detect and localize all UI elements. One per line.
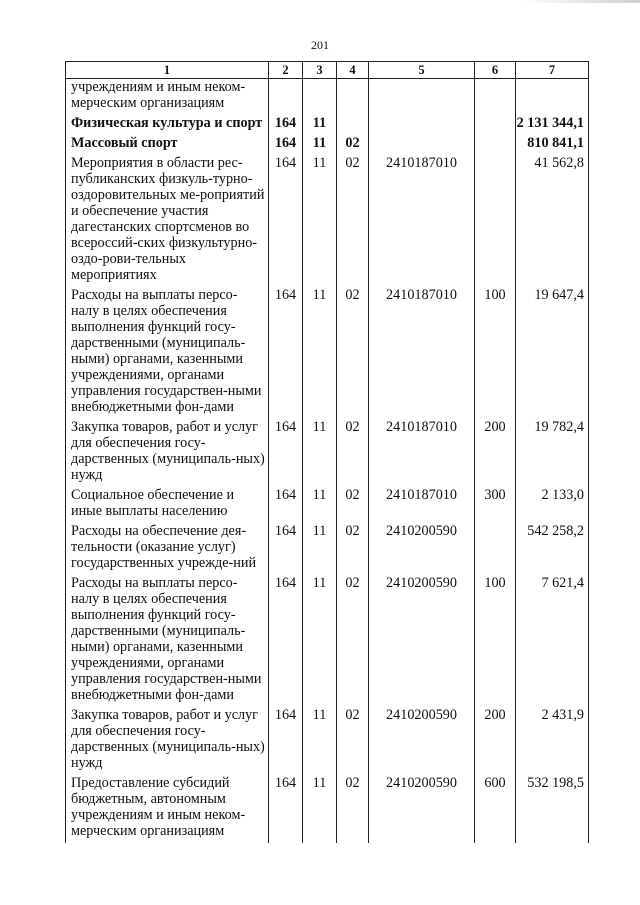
table-row	[66, 79, 589, 116]
row-name-cell: Закупка товаров, работ и услуг для обеспечения госу-дарственных (муниципаль-ных) нужд	[66, 419, 269, 487]
table-row	[66, 523, 589, 575]
row-code-gr-cell: 164	[269, 487, 303, 523]
budget-table	[65, 61, 589, 843]
table-header-row	[66, 62, 589, 79]
row-name-cell: Закупка товаров, работ и услуг для обеспечения госу-дарственных (муниципаль-ных) нужд	[66, 707, 269, 775]
row-code-gr-cell: 164	[269, 135, 303, 155]
row-name-cell: Социальное обеспечение и иные выплаты населению	[66, 487, 269, 523]
row-code-rz-cell	[303, 79, 337, 116]
row-code-rz-cell: 11	[303, 419, 337, 487]
row-name-cell: Мероприятия в области рес-публиканских физкуль-турно-оздоровительных ме-роприятий и обеспечение участия дагестанских спортсменов во всероссий-ских физкультурно-оздо-рови-тельных мероприятиях	[66, 155, 269, 287]
row-code-vr-cell	[475, 155, 516, 287]
row-code-rz-cell: 11	[303, 775, 337, 843]
row-code-pr-cell: 02	[337, 707, 369, 775]
scan-edge-mark	[520, 0, 640, 3]
row-code-csr-cell: 2410200590	[369, 575, 475, 707]
row-code-rz-cell: 11	[303, 135, 337, 155]
row-name-cell: Расходы на выплаты персо-налу в целях обеспечения выполнения функций госу-дарственными (муниципаль-ными) органами, казенными учреждениями, органами управления государствен-ными внебюджетными фон-дами	[66, 575, 269, 707]
row-amount-cell: 19 647,4	[516, 287, 589, 419]
row-code-gr-cell: 164	[269, 707, 303, 775]
row-code-gr-cell: 164	[269, 287, 303, 419]
row-code-rz-cell: 11	[303, 707, 337, 775]
row-name-cell: Массовый спорт	[66, 135, 269, 155]
row-name-cell: учреждениям и иным неком-мерческим организациям	[66, 79, 269, 116]
row-amount-cell: 7 621,4	[516, 575, 589, 707]
row-code-pr-cell	[337, 79, 369, 116]
row-code-rz-cell: 11	[303, 115, 337, 135]
row-code-vr-cell: 200	[475, 707, 516, 775]
row-code-csr-cell	[369, 135, 475, 155]
table-row	[66, 707, 589, 775]
row-code-gr-cell: 164	[269, 155, 303, 287]
row-code-pr-cell	[337, 115, 369, 135]
row-amount-cell: 810 841,1	[516, 135, 589, 155]
row-code-csr-cell	[369, 115, 475, 135]
row-amount-cell: 532 198,5	[516, 775, 589, 843]
row-name-cell: Предоставление субсидий бюджетным, автономным учреждениям и иным неком-мерческим организациям	[66, 775, 269, 843]
row-code-csr-cell: 2410200590	[369, 523, 475, 575]
column-header-4: 4	[337, 62, 369, 79]
row-code-csr-cell: 2410187010	[369, 287, 475, 419]
row-code-pr-cell: 02	[337, 575, 369, 707]
row-code-csr-cell: 2410187010	[369, 487, 475, 523]
row-code-pr-cell: 02	[337, 419, 369, 487]
row-code-rz-cell: 11	[303, 155, 337, 287]
row-amount-cell: 2 431,9	[516, 707, 589, 775]
column-header-1: 1	[66, 62, 269, 79]
column-header-5: 5	[369, 62, 475, 79]
row-code-pr-cell: 02	[337, 287, 369, 419]
row-code-vr-cell: 600	[475, 775, 516, 843]
row-code-csr-cell: 2410187010	[369, 155, 475, 287]
row-code-gr-cell: 164	[269, 419, 303, 487]
row-code-rz-cell: 11	[303, 487, 337, 523]
row-name-cell: Расходы на обеспечение дея-тельности (оказание услуг) государственных учрежде-ний	[66, 523, 269, 575]
row-code-vr-cell: 100	[475, 575, 516, 707]
table-row	[66, 419, 589, 487]
row-code-gr-cell: 164	[269, 775, 303, 843]
table-row	[66, 287, 589, 419]
row-code-csr-cell: 2410187010	[369, 419, 475, 487]
row-code-pr-cell: 02	[337, 775, 369, 843]
table-row	[66, 575, 589, 707]
column-header-6: 6	[475, 62, 516, 79]
table-row	[66, 135, 589, 155]
column-header-2: 2	[269, 62, 303, 79]
row-name-cell: Расходы на выплаты персо-налу в целях обеспечения выполнения функций госу-дарственными (муниципаль-ными) органами, казенными учреждениями, органами управления государствен-ными внебюджетными фон-дами	[66, 287, 269, 419]
row-code-vr-cell	[475, 79, 516, 116]
row-code-csr-cell: 2410200590	[369, 707, 475, 775]
row-code-gr-cell: 164	[269, 523, 303, 575]
table-body	[66, 79, 589, 844]
row-code-gr-cell: 164	[269, 575, 303, 707]
table-row	[66, 115, 589, 135]
row-code-gr-cell: 164	[269, 115, 303, 135]
row-code-vr-cell: 100	[475, 287, 516, 419]
table-row	[66, 775, 589, 843]
row-code-pr-cell: 02	[337, 135, 369, 155]
row-code-rz-cell: 11	[303, 523, 337, 575]
table-row	[66, 155, 589, 287]
row-amount-cell: 2 131 344,1	[516, 115, 589, 135]
row-amount-cell: 19 782,4	[516, 419, 589, 487]
row-code-rz-cell: 11	[303, 575, 337, 707]
row-code-gr-cell	[269, 79, 303, 116]
column-header-3: 3	[303, 62, 337, 79]
row-amount-cell	[516, 79, 589, 116]
row-code-vr-cell	[475, 135, 516, 155]
row-code-pr-cell: 02	[337, 155, 369, 287]
row-code-vr-cell: 200	[475, 419, 516, 487]
row-code-pr-cell: 02	[337, 523, 369, 575]
row-name-cell: Физическая культура и спорт	[66, 115, 269, 135]
row-code-vr-cell	[475, 523, 516, 575]
row-code-rz-cell: 11	[303, 287, 337, 419]
table-row	[66, 487, 589, 523]
page-number: 201	[311, 38, 329, 52]
row-code-pr-cell: 02	[337, 487, 369, 523]
row-code-csr-cell	[369, 79, 475, 116]
column-header-7: 7	[516, 62, 589, 79]
row-code-vr-cell	[475, 115, 516, 135]
row-code-csr-cell: 2410200590	[369, 775, 475, 843]
row-amount-cell: 2 133,0	[516, 487, 589, 523]
row-code-vr-cell: 300	[475, 487, 516, 523]
row-amount-cell: 41 562,8	[516, 155, 589, 287]
row-amount-cell: 542 258,2	[516, 523, 589, 575]
